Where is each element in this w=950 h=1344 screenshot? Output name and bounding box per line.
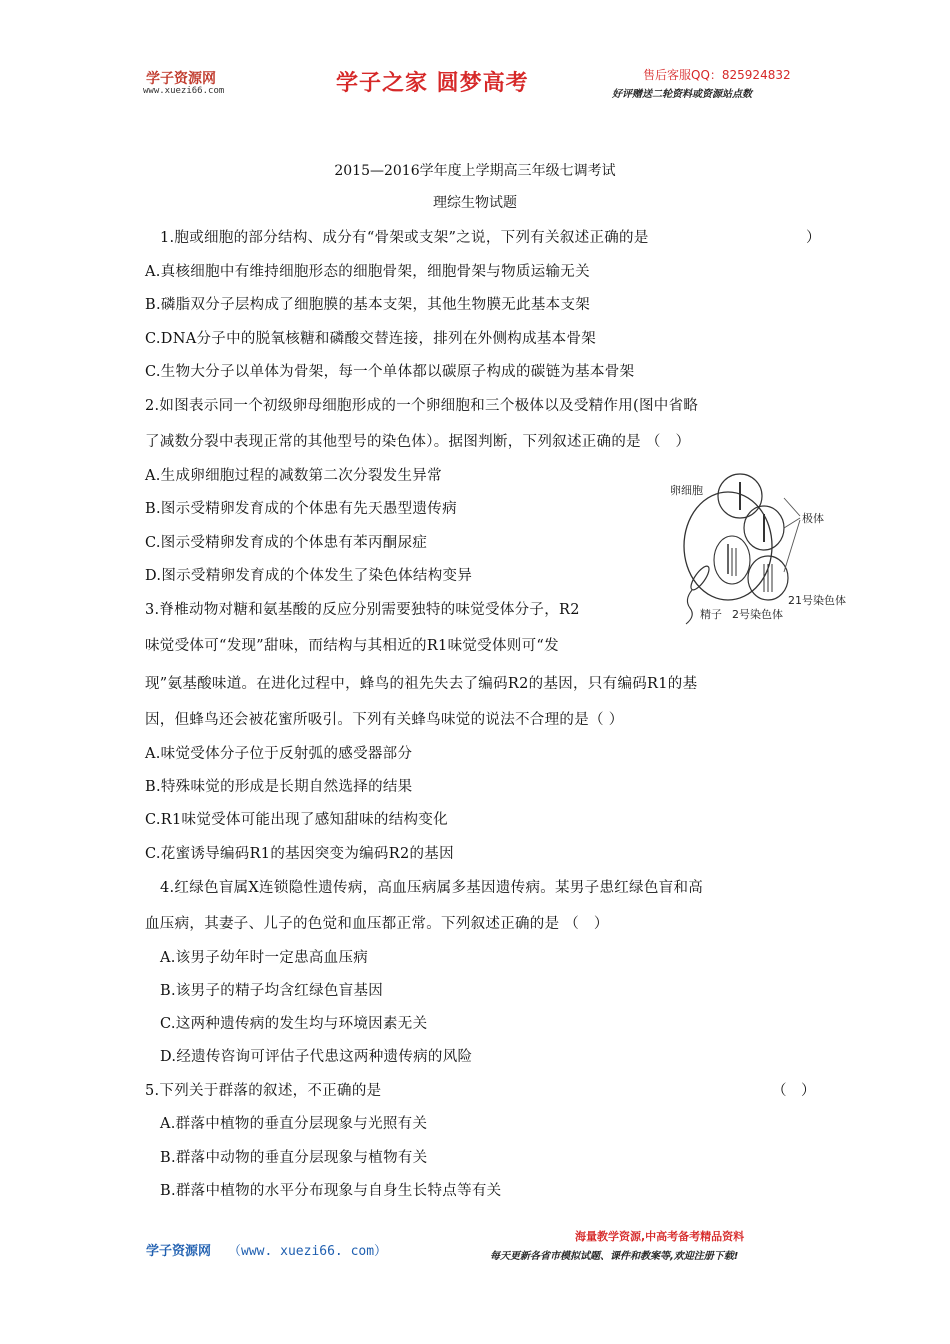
q1-option-d: C.生物大分子以单体为骨架，每一个单体都以碳原子构成的碳链为基本骨架 [145,364,635,380]
q2-option-a: A.生成卵细胞过程的减数第二次分裂发生异常 [145,468,442,484]
site-logo-url: www.xuezi66.com [143,86,225,96]
q1-option-c: C.DNA分子中的脱氧核糖和磷酸交替连接，排列在外侧构成基本骨架 [145,331,597,347]
header-banner: 学子之家 圆梦高考 [336,71,529,96]
q3-stem-line4: 因，但蜂鸟还会被花蜜所吸引。下列有关蜂鸟味觉的说法不合理的是（ ） [145,712,624,728]
q4-option-d: D.经遗传咨询可评估子代患这两种遗传病的风险 [160,1049,473,1065]
q5-paren: （ ） [772,1083,816,1099]
q3-option-c: C.R1味觉受体可能出现了感知甜味的结构变化 [145,812,448,828]
label-polar-body: 极体 [802,512,824,525]
q2-option-c: C.图示受精卵发育成的个体患有苯丙酮尿症 [145,535,428,551]
q4-option-a: A.该男子幼年时一定患高血压病 [160,950,369,966]
q1-option-a: A.真核细胞中有维持细胞形态的细胞骨架，细胞骨架与物质运输无关 [145,264,590,280]
q3-option-a: A.味觉受体分子位于反射弧的感受器部分 [145,746,413,762]
q3-stem-line2: 味觉受体可“发现”甜味，而结构与其相近的R1味觉受体则可“发 [145,638,559,654]
doc-title: 2015—2016学年度上学期高三年级七调考试 [334,163,616,179]
doc-subtitle: 理综生物试题 [433,195,517,211]
label-chr2: 2号染色体 [732,608,783,621]
q3-stem-line3: 现”氨基酸味道。在进化过程中，蜂鸟的祖先失去了编码R2的基因，只有编码R1的基 [145,676,698,692]
q5-option-a: A.群落中植物的垂直分层现象与光照有关 [160,1116,428,1132]
q1-stem: 1.胞或细胞的部分结构、成分有“骨架或支架”之说，下列有关叙述正确的是 [160,230,649,246]
q3-option-b: B.特殊味觉的形成是长期自然选择的结果 [145,779,413,795]
footer-logo: 学子资源网 [146,1244,212,1259]
footer-slogan: 海量教学资源,中高考备考精品资料 [575,1230,745,1243]
q5-stem: 5.下列关于群落的叙述，不正确的是 [145,1083,382,1099]
q4-option-c: C.这两种遗传病的发生均与环境因素无关 [160,1016,428,1032]
label-egg: 卵细胞 [670,484,703,497]
q2-stem-line1: 2.如图表示同一个初级卵母细胞形成的一个卵细胞和三个极体以及受精作用(图中省略 [145,398,699,414]
promo-text: 好评赠送二轮资料或资源站点数 [612,89,752,100]
footer-notice: 每天更新各省市模拟试题、课件和教案等,欢迎注册下载! [490,1251,739,1262]
service-qq: 售后客服QQ：825924832 [643,68,791,82]
q5-option-b: B.群落中动物的垂直分层现象与植物有关 [160,1150,428,1166]
q4-option-b: B.该男子的精子均含红绿色盲基因 [160,983,384,999]
q2-option-d: D.图示受精卵发育成的个体发生了染色体结构变异 [145,568,473,584]
q5-option-c: B.群落中植物的水平分布现象与自身生长特点等有关 [160,1183,502,1199]
label-sperm: 精子 [700,608,722,621]
q3-option-d: C.花蜜诱导编码R1的基因突变为编码R2的基因 [145,846,454,862]
q4-stem-line2: 血压病，其妻子、儿子的色觉和血压都正常。下列叙述正确的是 （ ） [145,916,609,932]
label-chr21: 21号染色体 [788,594,846,607]
site-logo: 学子资源网 [146,71,216,87]
q1-paren: ） [806,230,821,246]
q4-stem-line1: 4.红绿色盲属X连锁隐性遗传病，高血压病属多基因遗传病。某男子患红绿色盲和高 [160,880,704,896]
fertilization-diagram [660,468,860,628]
q1-option-b: B.磷脂双分子层构成了细胞膜的基本支架，其他生物膜无此基本支架 [145,297,591,313]
q3-stem-line1: 3.脊椎动物对糖和氨基酸的反应分别需要独特的味觉受体分子，R2 [145,602,580,618]
q2-option-b: B.图示受精卵发育成的个体患有先天愚型遗传病 [145,501,457,517]
q2-stem-line2: 了减数分裂中表现正常的其他型号的染色体）。据图判断，下列叙述正确的是 （ ） [145,434,691,450]
footer-url[interactable]: （www. xuezi66. com） [228,1244,388,1259]
